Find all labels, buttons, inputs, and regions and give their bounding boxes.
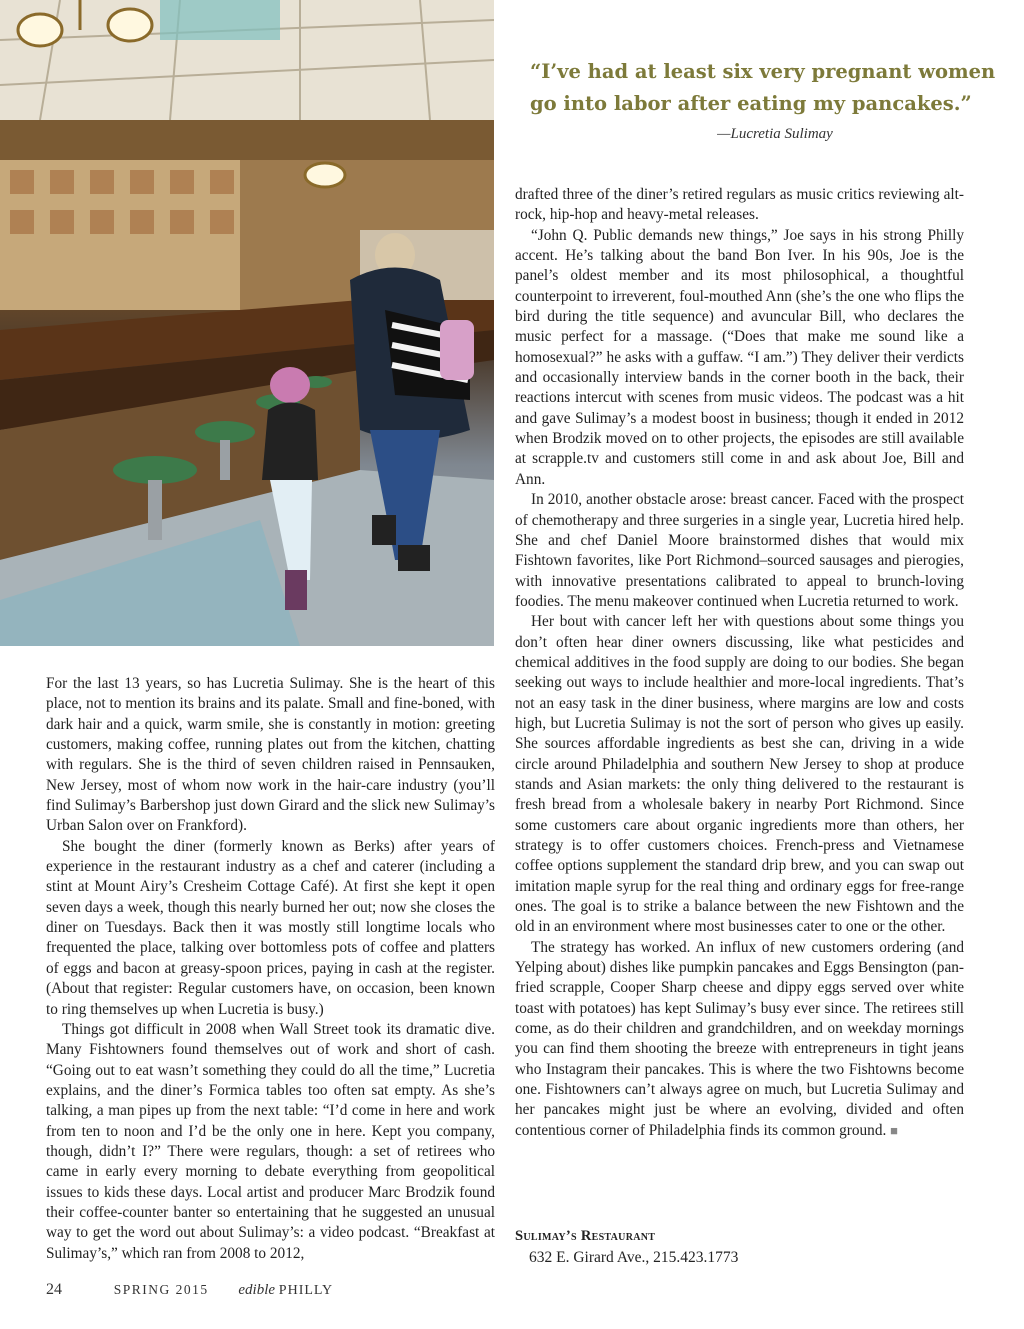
left-paragraph-2: She bought the diner (formerly known as Berks) after years of experience in the restaurant industry as a chef and caterer (including a stint at Mount Airy’s Cresheim Cottage Café). At first she kept it open seven days a week, though this nearly burned her out; now she closes the diner on Tuesdays. Back then it was mostly still longtime locals who frequented the place, talking over bottomless pots of coffee and platters of eggs and bacon at greasy-spoon prices, paying in cash at the register. (About that register: Regular customers have, on occasion, been known to ring themselves up when Lucretia is busy.) <box>46 837 495 1018</box>
page-footer <box>46 1281 333 1299</box>
right-paragraph-1: drafted three of the diner’s retired regulars as music critics reviewing alt-rock, hip-hop and heavy-metal releases. <box>515 186 964 224</box>
issue-label: SPRING 2015 <box>113 1282 209 1297</box>
right-paragraph-5-text: The strategy has worked. An influx of new customers ordering (and Yelping about) dishes like pumpkin pancakes and Eggs Bensington (pan-fried scrapple, Cooper Sharp cheese and dippy eggs served over white toast with potatoes) has kept Sulimay’s busy ever since. The retirees still come, as do their children and grandchildren, and on weekday mornings you can find them shooting the breeze with entrepreneurs in tight jeans who Instagram their pancakes. This is where the two Fishtowns become one. Fishtowners can’t always agree on much, but Lucretia Sulimay and her pancakes might just be where an evolving, divided and often contentious corner of Philadelphia finds its common ground. <box>515 938 964 1139</box>
right-column <box>515 185 964 1141</box>
left-paragraph-1: For the last 13 years, so has Lucretia Sulimay. She is the heart of this place, not to mention its brains and its palate. Small and fine-boned, with dark hair and a quick, warm smile, she is constantly in motion: greeting customers, making coffee, running plates out from the kitchen, chatting with regulars. She is the third of seven children raised in Pennsauken, New Jersey, most of whom now work in the hair-care industry (you’ll find Sulimay’s Barbershop just down Girard and the slick new Sulimay’s Urban Salon over on Frankford). <box>46 675 495 835</box>
right-paragraph-3: In 2010, another obstacle arose: breast cancer. Faced with the prospect of chemotherapy and three surgeries in a single year, Lucretia hired help. She and chef Daniel Moore brainstormed dishes that would mix Fishtown favorites, like Port Richmond–sourced sausages and pierogies, with innovative presentations calibrated to appeal to brunch-loving foodies. The menu makeover continued when Lucretia returned to work. <box>515 491 964 610</box>
restaurant-info <box>515 1226 738 1268</box>
publication-name-caps: PHILLY <box>278 1283 334 1298</box>
pull-quote-line-1: “I’ve had at least six very pregnant women <box>530 60 996 83</box>
restaurant-name: Sulimay’s Restaurant <box>515 1228 656 1244</box>
end-mark-icon: ■ <box>890 1122 898 1138</box>
pull-quote-attribution: —Lucretia Sulimay <box>717 126 833 142</box>
left-paragraph-3: Things got difficult in 2008 when Wall Street took its dramatic dive. Many Fishtowners found themselves out of work and short of cash. “Going out to eat wasn’t something they could do all the time,” Lucretia explains, and the diner’s Formica tables too often sat empty. As she’s talking, a man pipes up from the next table: “I’d come in here and work from ten to noon and I’d be the only one in here. Kept you company, though, didn’t I?” There were regulars, though: a set of retirees who came in early every morning to debate everything from geopolitical issues to kids these days. Local artist and producer Marc Brodzik found their coffee-counter banter so entertaining that he suggested an unusual way to get the word out about Sulimay’s: a video podcast. “Breakfast at Sulimay’s,” which ran from 2008 to 2012, <box>46 1020 495 1262</box>
diner-photo <box>0 0 494 646</box>
right-paragraph-4: Her bout with cancer left her with questions about some things you don’t often hear diner owners discussing, like what pesticides and chemical additives in the food supply are doing to our bodies. She began seeking out ways to include healthier and more-local ingredients. That’s not an easy task in the diner business, where margins are low and costs high, but Lucretia Sulimay is not the sort of person who gives up easily. She sources affordable ingredients as best she can, driving in a wide circle around Philadelphia and southern New Jersey to shop at produce stands and Asian markets: the only thing delivered to the restaurant is fresh bread from a wholesale bakery in nearby Port Richmond. Since some customers care about organic ingredients more than others, her strategy is to offer customers choices. French-press and Vietnamese coffee options supplement the standard drip brew, and you can swap out imitation maple syrup for the real thing and ordinary eggs for free-range ones. The goal is to strike a balance between the new Fishtown and the old in an environment where most businesses cater to one or the other. <box>515 613 964 936</box>
diner-counter-photo-illustration <box>0 0 494 646</box>
pull-quote <box>530 56 996 143</box>
restaurant-address: 632 E. Girard Ave., 215.423.1773 <box>529 1249 739 1266</box>
publication-name-italic: edible <box>238 1282 276 1298</box>
page-number: 24 <box>46 1281 62 1298</box>
right-paragraph-5 <box>515 938 964 1141</box>
pull-quote-line-2: go into labor after eating my pancakes.” <box>530 92 972 115</box>
left-column <box>46 674 495 1264</box>
right-paragraph-2: “John Q. Public demands new things,” Joe says in his strong Philly accent. He’s talking about the band Bon Iver. In his 90s, Joe is the panel’s oldest member and its most philosophical, a thoughtful counterpoint to irreverent, foul-mouthed Ann (she’s the one who flips the bird during the title sequence) and avuncular Bill, who declares the music perfect for a massage. (“Does that make me sound like a homosexual?” he asks with a guffaw. “I am.”) They deliver their verdicts and occasionally interview bands in the corner booth in the back, their reactions intercut with scenes from music videos. The podcast was a hit and gave Sulimay’s a modest boost in business; though it ended in 2012 when Brodzik moved on to other projects, the episodes are still available at scrapple.tv and customers still come in and ask about Joe, Bill and Ann. <box>515 226 964 488</box>
